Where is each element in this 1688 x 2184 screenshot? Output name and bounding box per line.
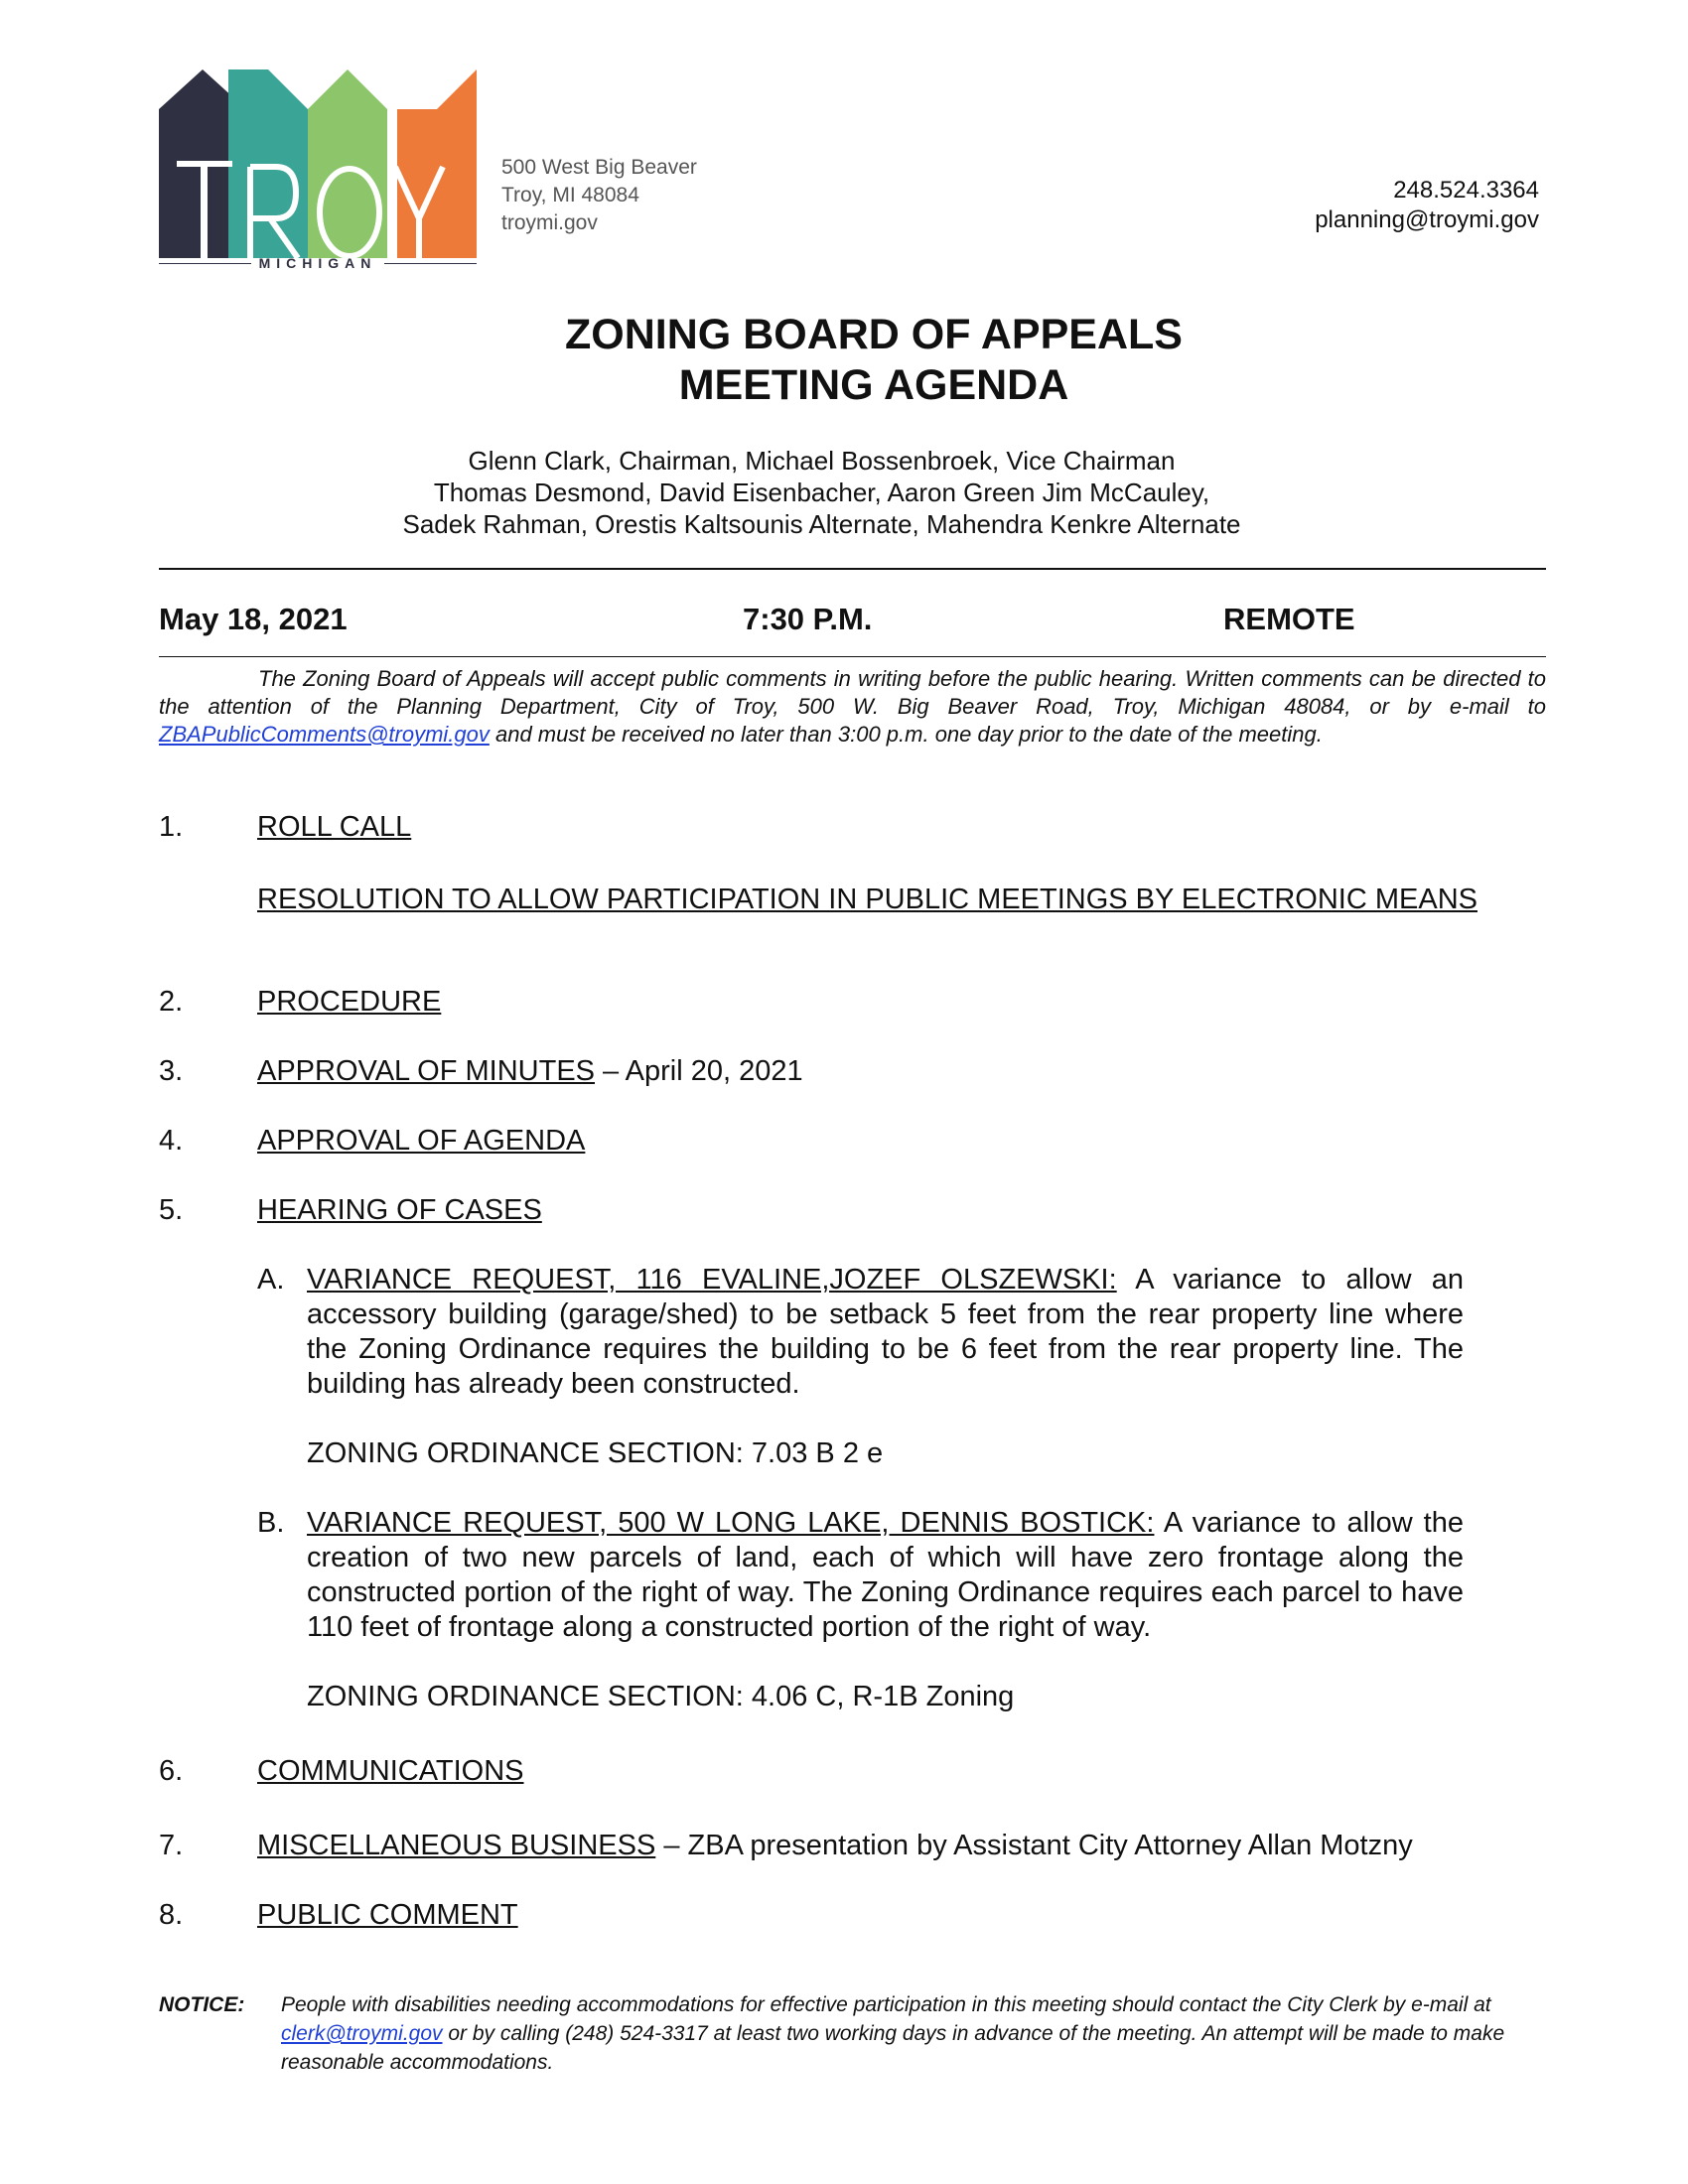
item-number: 5. <box>159 1194 184 1226</box>
intro-text-start: The Zoning Board of Appeals will accept public comments in writing before the public hearing. Written comments can be directed to the attention of the Planning Department, City of Troy, 500 W. Big Beaver Road, Troy, Michigan 48084, or by e-mail to <box>159 666 1546 719</box>
meeting-time: 7:30 P.M. <box>743 602 873 636</box>
page-title <box>0 310 1688 411</box>
resolution-text: RESOLUTION TO ALLOW PARTICIPATION IN PUBLIC MEETINGS BY ELECTRONIC MEANS <box>257 884 1477 915</box>
item-suffix-zba-presentation: – ZBA presentation by Assistant City Attorney Allan Motzny <box>655 1830 1413 1861</box>
address-line-2: Troy, MI 48084 <box>501 184 639 206</box>
meeting-location: REMOTE <box>1223 602 1355 636</box>
meeting-date: May 18, 2021 <box>159 602 348 636</box>
case-letter: B. <box>257 1507 285 1539</box>
resolution-item <box>159 883 1546 952</box>
item-number: 8. <box>159 1899 184 1931</box>
divider-bottom <box>159 656 1546 657</box>
item-number: 7. <box>159 1830 184 1861</box>
case-a-text: A variance to allow an accessory building (garage/shed) to be setback 5 feet from the rear property line where the Zoning Ordinance requires the building to be 6 feet from the rear property line. The building has already been constructed. <box>307 1264 1464 1400</box>
item-label-communications: COMMUNICATIONS <box>257 1755 524 1787</box>
members-line-2: Thomas Desmond, David Eisenbacher, Aaron Green Jim McCauley, <box>433 478 1210 507</box>
board-members <box>0 445 1643 540</box>
case-a <box>257 1263 1464 1402</box>
intro-text-end: and must be received no later than 3:00 p.m. one day prior to the date of the meeting. <box>489 722 1323 747</box>
city-address <box>501 154 697 237</box>
notice-text-end: or by calling (248) 524-3317 at least two working days in advance of the meeting. An attempt will be made to make reasonable accommodations. <box>281 2022 1505 2074</box>
logo-michigan-text: MICHIGAN <box>258 255 377 271</box>
troy-logo-graphic <box>159 69 477 268</box>
divider-top <box>159 568 1546 570</box>
item-number: 3. <box>159 1055 184 1087</box>
address-line-3: troymi.gov <box>501 211 598 234</box>
notice-label: NOTICE: <box>159 1993 245 2016</box>
item-label-procedure: PROCEDURE <box>257 986 442 1018</box>
members-line-3: Sadek Rahman, Orestis Kaltsounis Alternate, Mahendra Kenkre Alternate <box>402 509 1241 539</box>
contact-email: planning@troymi.gov <box>1315 206 1539 233</box>
item-label-hearing-of-cases: HEARING OF CASES <box>257 1194 542 1226</box>
item-number: 4. <box>159 1125 184 1157</box>
item-label-approval-of-minutes: APPROVAL OF MINUTES <box>257 1055 595 1087</box>
public-comment-intro <box>159 665 1546 749</box>
item-number: 6. <box>159 1755 184 1787</box>
members-line-1: Glenn Clark, Chairman, Michael Bossenbroek, Vice Chairman <box>468 446 1176 476</box>
phone-number: 248.524.3364 <box>1393 177 1539 204</box>
troy-logo <box>159 69 477 271</box>
notice-text-start: People with disabilities needing accommodations for effective participation in this meeting should contact the City Clerk by e-mail at <box>281 1993 1491 2016</box>
case-b-ordinance-section: ZONING ORDINANCE SECTION: 4.06 C, R-1B Zoning <box>307 1681 1015 1712</box>
title-line-1: ZONING BOARD OF APPEALS <box>565 311 1183 358</box>
item-suffix-minutes-date: – April 20, 2021 <box>595 1055 803 1087</box>
zba-comments-email-link[interactable]: ZBAPublicComments@troymi.gov <box>159 722 490 747</box>
case-a-heading: VARIANCE REQUEST, 116 EVALINE,JOZEF OLSZEWSKI: <box>307 1264 1117 1296</box>
item-label-roll-call: ROLL CALL <box>257 811 412 843</box>
case-b <box>257 1506 1464 1645</box>
case-a-ordinance-section: ZONING ORDINANCE SECTION: 7.03 B 2 e <box>307 1437 884 1469</box>
case-letter: A. <box>257 1264 285 1296</box>
item-number: 1. <box>159 811 184 843</box>
title-line-2: MEETING AGENDA <box>678 361 1069 409</box>
contact-info <box>1315 176 1539 235</box>
clerk-email-link[interactable]: clerk@troymi.gov <box>281 2022 443 2045</box>
logo-michigan-line <box>159 255 477 271</box>
item-number: 2. <box>159 986 184 1018</box>
case-b-text: A variance to allow the creation of two new parcels of land, each of which will have zero frontage along the constructed portion of the right of way. The Zoning Ordinance requires each parcel to have 110 feet of frontage along a constructed portion of the right of way. <box>307 1507 1464 1643</box>
item-label-public-comment: PUBLIC COMMENT <box>257 1899 518 1931</box>
address-line-1: 500 West Big Beaver <box>501 156 697 179</box>
item-label-miscellaneous-business: MISCELLANEOUS BUSINESS <box>257 1830 656 1861</box>
item-label-approval-of-agenda: APPROVAL OF AGENDA <box>257 1125 586 1157</box>
case-b-heading: VARIANCE REQUEST, 500 W LONG LAKE, DENNIS BOSTICK: <box>307 1507 1155 1539</box>
